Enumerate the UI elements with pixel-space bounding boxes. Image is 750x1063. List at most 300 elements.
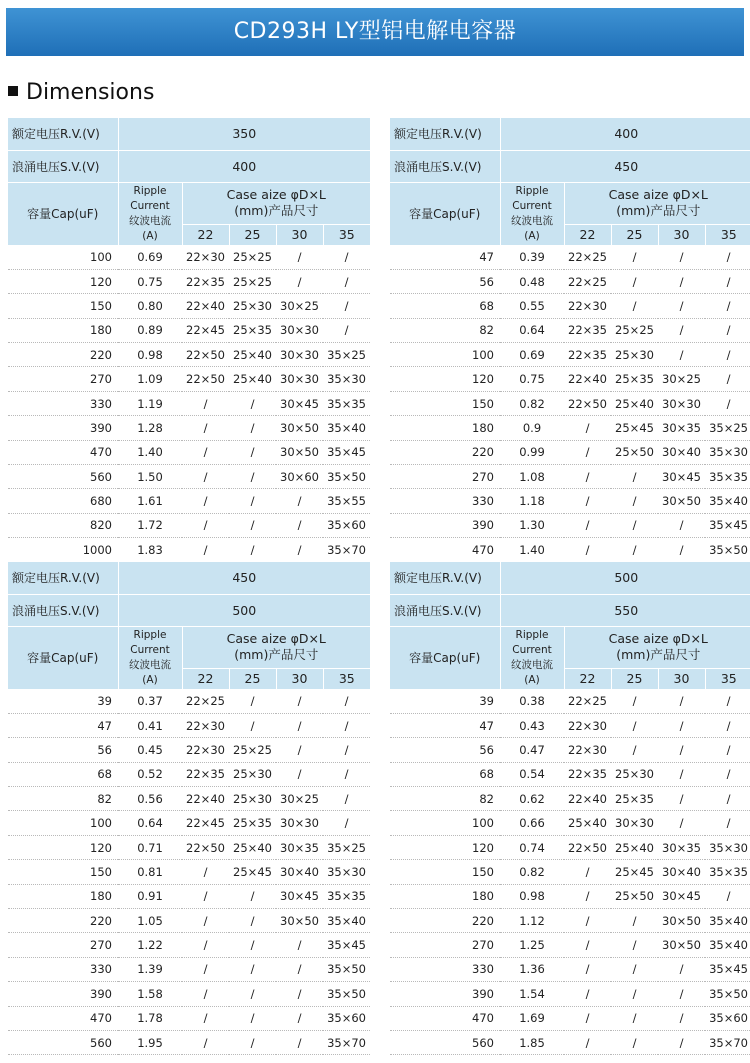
table-row [390,416,750,440]
case-size-cell: 35×25 [323,343,370,367]
case-size-cell: / [229,465,276,489]
case-size-cell: / [564,933,611,957]
capacity-cell: 470 [8,1006,118,1030]
table-row [390,957,750,981]
case-size-cell: 35×30 [323,367,370,391]
capacity-cell: 390 [8,982,118,1006]
case-size-cell: / [658,957,705,981]
ripple-line-1: Ripple [515,628,549,641]
case-size-cell: / [705,884,750,908]
diameter-header: 30 [658,668,705,689]
case-size-cell: / [276,933,323,957]
rated-voltage-value: 450 [118,562,370,594]
surge-voltage-value: 500 [118,594,370,626]
ripple-cell: 1.40 [500,538,564,562]
ripple-line-3: 纹波电流 [129,658,171,671]
ripple-cell: 1.54 [500,982,564,1006]
case-size-cell: 25×30 [229,787,276,811]
ripple-cell: 1.22 [118,933,182,957]
case-size-cell: 30×40 [658,860,705,884]
ripple-cell: 1.50 [118,465,182,489]
case-size-cell: 22×30 [182,713,229,737]
capacity-cell: 120 [8,269,118,293]
case-size-cell: / [182,1030,229,1054]
case-size-cell: / [182,538,229,562]
table-row [8,762,370,786]
case-size-cell: 30×45 [658,884,705,908]
ripple-current-header [500,182,564,245]
case-size-cell: 22×35 [564,762,611,786]
case-size-cell: / [229,1030,276,1054]
case-size-cell: / [564,538,611,562]
table-row [390,860,750,884]
case-size-cell: / [611,713,658,737]
case-size-cell: 30×35 [658,416,705,440]
case-size-cell: 25×50 [611,884,658,908]
capacity-cell: 68 [8,762,118,786]
case-size-cell: / [182,909,229,933]
case-size-cell: / [229,1006,276,1030]
case-size-cell: / [658,269,705,293]
table-row [390,689,750,713]
case-size-cell: 22×30 [182,738,229,762]
case-size-cell: / [611,538,658,562]
case-size-cell: 22×35 [182,269,229,293]
capacity-cell: 150 [390,391,500,415]
case-size-cell: / [564,489,611,513]
case-size-cell: / [658,738,705,762]
ripple-cell: 1.36 [500,957,564,981]
case-size-cell: 25×50 [611,440,658,464]
case-size-cell: / [229,957,276,981]
case-size-cell: / [182,465,229,489]
case-size-cell: / [276,513,323,537]
capacity-cell: 180 [390,416,500,440]
ripple-cell: 0.37 [118,689,182,713]
ripple-cell: 0.81 [118,860,182,884]
case-size-cell: / [658,538,705,562]
case-size-cell: 30×45 [658,465,705,489]
ripple-cell: 1.09 [118,367,182,391]
case-size-cell: 25×40 [229,343,276,367]
ripple-cell: 1.83 [118,538,182,562]
case-size-cell: 25×30 [229,762,276,786]
case-size-cell: 30×30 [276,343,323,367]
case-size-cell: / [611,982,658,1006]
case-size-cell: / [182,957,229,981]
case-size-line-1: Case aize φD×L [226,631,326,646]
case-size-cell: 22×50 [564,391,611,415]
case-size-cell: / [564,957,611,981]
case-size-cell: / [229,933,276,957]
ripple-line-3: 纹波电流 [129,214,171,227]
case-size-cell: 35×45 [705,957,750,981]
table-row [8,738,370,762]
ripple-cell: 0.74 [500,835,564,859]
case-size-cell: / [229,440,276,464]
case-size-cell: / [705,245,750,269]
case-size-cell: / [276,762,323,786]
case-size-cell: / [705,391,750,415]
case-size-cell: 25×30 [611,343,658,367]
case-size-cell: 35×40 [705,489,750,513]
capacity-cell: 100 [8,245,118,269]
case-size-cell: 25×30 [611,762,658,786]
case-size-cell: 22×30 [564,738,611,762]
capacity-cell: 150 [390,860,500,884]
case-size-cell: 30×35 [276,835,323,859]
capacity-cell: 820 [8,513,118,537]
case-size-line-1: Case aize φD×L [608,631,708,646]
table-row [8,933,370,957]
table-row [8,416,370,440]
capacity-cell: 120 [390,367,500,391]
case-size-cell: 25×25 [611,318,658,342]
case-size-cell: 25×35 [229,318,276,342]
table-row [390,762,750,786]
table-row [8,245,370,269]
table-row [8,294,370,318]
ripple-line-2: Current [512,643,552,656]
ripple-cell: 0.45 [118,738,182,762]
case-size-cell: 35×70 [323,1030,370,1054]
surge-voltage-value: 550 [500,594,750,626]
case-size-cell: / [323,713,370,737]
case-size-cell: 35×60 [705,1006,750,1030]
case-size-cell: / [276,738,323,762]
case-size-cell: / [658,982,705,1006]
case-size-cell: 30×40 [276,860,323,884]
rated-voltage-value: 350 [118,118,370,150]
ripple-cell: 1.28 [118,416,182,440]
case-size-cell: / [705,343,750,367]
capacity-cell: 330 [390,489,500,513]
table-row [8,513,370,537]
capacity-cell: 56 [390,738,500,762]
case-size-cell: 22×30 [182,245,229,269]
case-size-cell: 30×30 [276,367,323,391]
table-row [8,982,370,1006]
case-size-cell: 35×60 [323,1006,370,1030]
case-size-cell: 35×50 [705,982,750,1006]
case-size-cell: 22×40 [182,787,229,811]
case-size-cell: 22×50 [564,835,611,859]
case-size-cell: / [276,538,323,562]
diameter-header: 22 [182,668,229,689]
ripple-cell: 1.12 [500,909,564,933]
ripple-cell: 1.30 [500,513,564,537]
diameter-header: 35 [323,224,370,245]
table-row [390,1006,750,1030]
case-size-cell: 30×50 [658,909,705,933]
case-size-cell: / [229,391,276,415]
case-size-cell: / [229,909,276,933]
case-size-cell: / [229,713,276,737]
case-size-cell: 35×25 [705,416,750,440]
ripple-line-2: Current [130,643,170,656]
case-size-cell: / [323,318,370,342]
case-size-cell: / [323,811,370,835]
ripple-line-1: Ripple [133,628,167,641]
capacity-cell: 560 [8,465,118,489]
diameter-header: 25 [229,668,276,689]
table-row [8,465,370,489]
square-bullet-icon [8,86,18,96]
ripple-cell: 0.66 [500,811,564,835]
table-row [390,909,750,933]
capacity-cell: 330 [390,957,500,981]
case-size-cell: 30×25 [658,367,705,391]
case-size-line-1: Case aize φD×L [608,187,708,202]
table-row [390,513,750,537]
ripple-cell: 0.69 [500,343,564,367]
capacity-cell: 47 [390,713,500,737]
page-banner: CD293H LY型铝电解电容器 [6,8,744,56]
spec-table-500v [390,562,750,1055]
capacity-cell: 100 [390,343,500,367]
table-row [8,884,370,908]
ripple-line-4: (A) [524,673,540,686]
case-size-cell: / [276,269,323,293]
case-size-cell: 35×30 [705,835,750,859]
case-size-cell: / [658,787,705,811]
ripple-line-4: (A) [142,673,158,686]
case-size-cell: 25×35 [611,367,658,391]
table-row [390,738,750,762]
case-size-cell: / [611,245,658,269]
case-size-cell: 22×50 [182,835,229,859]
table-row [390,367,750,391]
capacity-cell: 470 [390,538,500,562]
case-size-cell: 35×60 [323,513,370,537]
table-row [8,957,370,981]
ripple-cell: 0.80 [118,294,182,318]
case-size-cell: / [564,1030,611,1054]
case-size-cell: / [658,713,705,737]
ripple-line-3: 纹波电流 [511,214,553,227]
spec-table-350v [8,118,370,563]
rated-voltage-value: 400 [500,118,750,150]
case-size-cell: / [323,787,370,811]
capacity-cell: 120 [8,835,118,859]
table-row [390,318,750,342]
capacity-header: 容量Cap(uF) [390,626,500,689]
case-size-cell: / [182,982,229,1006]
ripple-cell: 1.58 [118,982,182,1006]
case-size-cell: 30×30 [276,811,323,835]
table-row [390,787,750,811]
case-size-cell: 25×25 [229,269,276,293]
ripple-cell: 0.82 [500,860,564,884]
capacity-cell: 150 [8,294,118,318]
capacity-header: 容量Cap(uF) [390,182,500,245]
case-size-cell: / [276,245,323,269]
table-row [390,538,750,562]
case-size-cell: / [611,513,658,537]
table-row [8,689,370,713]
case-size-cell: / [658,294,705,318]
case-size-cell: 30×50 [276,440,323,464]
ripple-cell: 0.55 [500,294,564,318]
case-size-cell: / [229,489,276,513]
ripple-cell: 0.41 [118,713,182,737]
ripple-cell: 1.19 [118,391,182,415]
ripple-cell: 0.38 [500,689,564,713]
case-size-cell: / [229,982,276,1006]
case-size-cell: / [705,689,750,713]
table-row [390,713,750,737]
capacity-cell: 100 [8,811,118,835]
capacity-cell: 68 [390,762,500,786]
case-size-cell: 25×40 [564,811,611,835]
case-size-cell: / [564,982,611,1006]
case-size-line-2: (mm)产品尺寸 [234,203,319,218]
diameter-header: 22 [182,224,229,245]
case-size-cell: 25×35 [229,811,276,835]
diameter-header: 25 [611,668,658,689]
case-size-cell: 35×45 [323,440,370,464]
case-size-cell: / [658,762,705,786]
capacity-cell: 180 [390,884,500,908]
capacity-cell: 220 [8,909,118,933]
ripple-cell: 0.75 [500,367,564,391]
ripple-cell: 0.52 [118,762,182,786]
case-size-cell: / [276,689,323,713]
table-row [8,787,370,811]
case-size-cell: 35×35 [323,884,370,908]
ripple-current-header [500,626,564,689]
table-row [8,811,370,835]
case-size-cell: 25×40 [229,367,276,391]
diameter-header: 22 [564,668,611,689]
capacity-cell: 560 [390,1030,500,1054]
case-size-cell: / [229,513,276,537]
surge-voltage-label: 浪涌电压S.V.(V) [390,150,500,182]
case-size-cell: 35×70 [705,1030,750,1054]
ripple-cell: 1.69 [500,1006,564,1030]
case-size-cell: 22×45 [182,811,229,835]
capacity-cell: 220 [390,440,500,464]
capacity-cell: 390 [8,416,118,440]
diameter-header: 35 [705,668,750,689]
case-size-cell: / [611,1006,658,1030]
ripple-cell: 0.9 [500,416,564,440]
case-size-cell: 35×40 [323,909,370,933]
diameter-header: 25 [611,224,658,245]
case-size-cell: / [564,465,611,489]
case-size-cell: 35×35 [705,860,750,884]
ripple-cell: 1.39 [118,957,182,981]
case-size-cell: / [229,689,276,713]
table-row [8,713,370,737]
case-size-cell: 30×25 [276,294,323,318]
ripple-cell: 1.08 [500,465,564,489]
ripple-cell: 1.95 [118,1030,182,1054]
case-size-cell: 35×50 [323,982,370,1006]
case-size-cell: 35×50 [705,538,750,562]
table-row [8,318,370,342]
ripple-cell: 1.61 [118,489,182,513]
case-size-cell: 30×35 [658,835,705,859]
case-size-header [564,626,750,668]
case-size-line-2: (mm)产品尺寸 [616,647,701,662]
capacity-cell: 82 [390,318,500,342]
section-title [8,80,154,106]
table-row [8,269,370,293]
table-row [390,982,750,1006]
surge-voltage-value: 450 [500,150,750,182]
case-size-cell: 30×50 [276,909,323,933]
case-size-cell: 22×35 [564,318,611,342]
case-size-cell: 25×45 [611,860,658,884]
surge-voltage-label: 浪涌电压S.V.(V) [8,594,118,626]
case-size-cell: / [705,811,750,835]
table-row [390,1030,750,1054]
case-size-cell: 25×40 [611,391,658,415]
ripple-cell: 0.39 [500,245,564,269]
capacity-header: 容量Cap(uF) [8,182,118,245]
case-size-cell: / [182,416,229,440]
rated-voltage-label: 额定电压R.V.(V) [8,118,118,150]
case-size-header [564,182,750,224]
case-size-cell: 30×50 [658,489,705,513]
case-size-cell: 25×25 [229,245,276,269]
case-size-cell: 30×30 [611,811,658,835]
capacity-cell: 330 [8,391,118,415]
case-size-cell: 30×30 [658,391,705,415]
table-row [8,1006,370,1030]
ripple-cell: 0.43 [500,713,564,737]
table-row [8,367,370,391]
case-size-cell: / [611,957,658,981]
case-size-cell: / [323,245,370,269]
case-size-cell: 30×40 [658,440,705,464]
capacity-cell: 56 [390,269,500,293]
table-row [390,343,750,367]
diameter-header: 22 [564,224,611,245]
case-size-cell: / [611,269,658,293]
ripple-current-header [118,182,182,245]
table-row [8,1030,370,1054]
table-row [390,465,750,489]
ripple-cell: 1.18 [500,489,564,513]
table-row [8,835,370,859]
case-size-line-2: (mm)产品尺寸 [616,203,701,218]
case-size-cell: 30×50 [276,416,323,440]
capacity-cell: 150 [8,860,118,884]
capacity-cell: 56 [8,738,118,762]
table-row [390,811,750,835]
rated-voltage-label: 额定电压R.V.(V) [8,562,118,594]
ripple-cell: 1.25 [500,933,564,957]
case-size-cell: / [611,1030,658,1054]
case-size-cell: 25×25 [229,738,276,762]
case-size-cell: 25×45 [611,416,658,440]
case-size-cell: / [276,982,323,1006]
capacity-cell: 470 [8,440,118,464]
capacity-cell: 270 [8,367,118,391]
case-size-cell: / [323,689,370,713]
case-size-cell: / [705,318,750,342]
table-row [390,294,750,318]
case-size-cell: / [182,933,229,957]
case-size-cell: 35×50 [323,957,370,981]
capacity-cell: 270 [390,465,500,489]
ripple-line-2: Current [130,199,170,212]
section-title-text: Dimensions [26,80,155,105]
case-size-cell: / [611,933,658,957]
case-size-cell: 35×45 [705,513,750,537]
